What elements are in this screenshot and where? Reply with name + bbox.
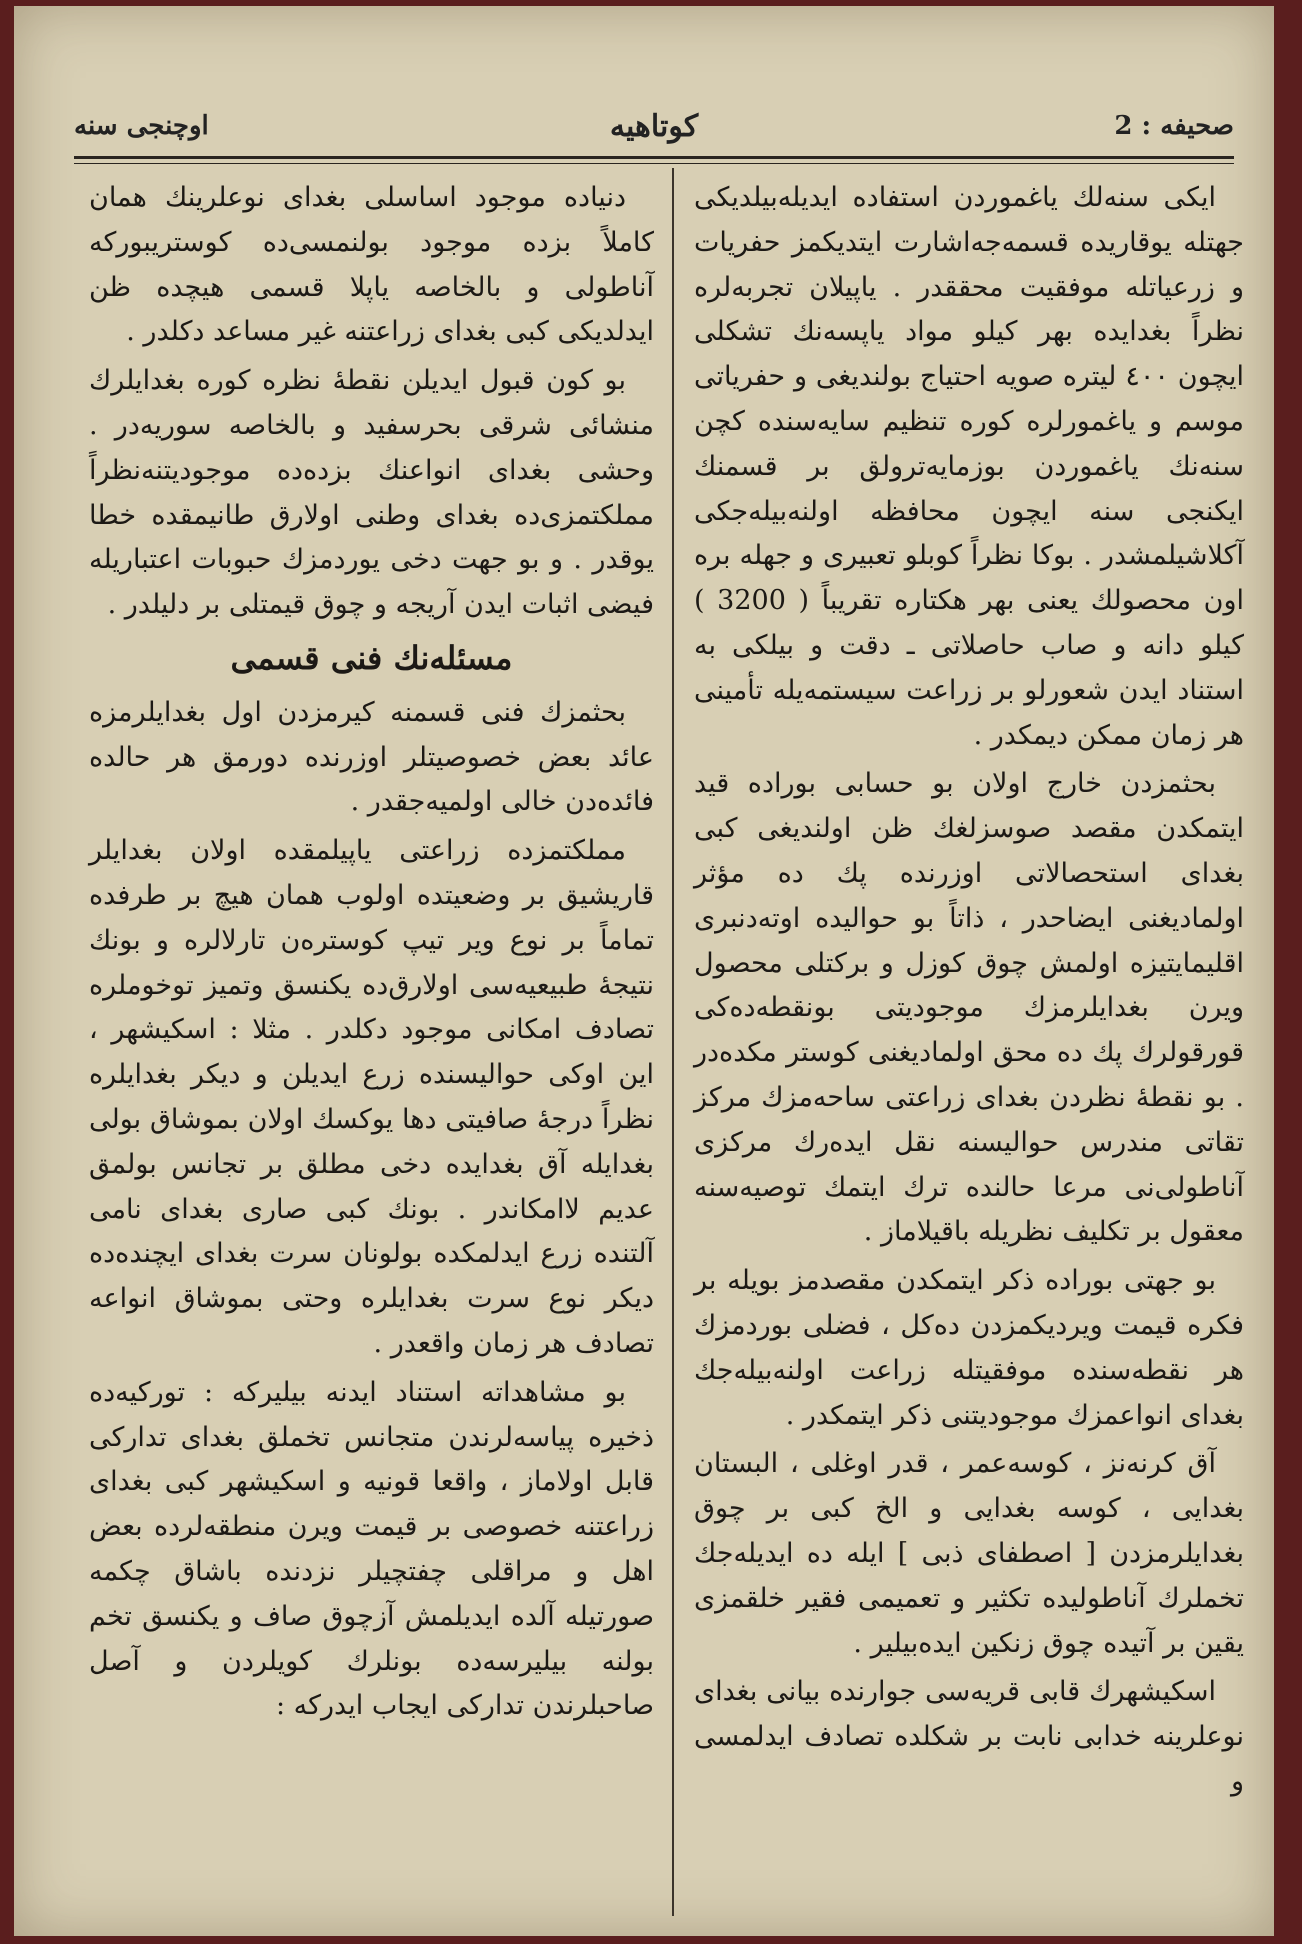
- right-column: [694, 176, 1244, 1809]
- left-column: [89, 176, 654, 1733]
- header-rule-thin: [74, 163, 1234, 164]
- page-header: [74, 96, 1234, 156]
- article-paragraph: اسكيشهرك قابی قريه‌سی جوارنده بيانی بغدای نوعلرينه خدابی نابت بر شكلده تصادف ايدلمسی و: [694, 1676, 1244, 1797]
- article-paragraph: بو جهتی بوراده ذكر ايتمكدن مقصدمز بويله بر فكره قيمت ويرديكمزدن ده‌كل ، فضلی بوردمزك هر نقطه‌سنده موفقيتله زراعت اولنه‌بيله‌جك بغدای انواعمزك موجوديتنی ذكر ايتمكدر .: [694, 1265, 1244, 1431]
- page-number: صحيفه : 2: [1114, 111, 1234, 141]
- column-divider: [672, 168, 674, 1916]
- article-paragraph: بو مشاهداته استناد ايدنه بيليركه : توركيه‌ده ذخيره پياسه‌لرندن متجانس تخملق بغدای تداركی قابل اولاماز ، واقعا قونيه و اسكيشهر كبی بغدای زراعتنه خصوصی بر قيمت ويرن منطقه‌لرده بعض اهل و مراقلی چفتچيلر نزدنده باشاق چكمه صورتيله آلده ايديلمش آزچوق صاف و يكنسق تخم بولنه بيليرسه‌ده بونلرك كويلردن و آصل صاحبلرندن تداركی ايجاب ايدركه :: [89, 1376, 654, 1722]
- article-paragraph: بحثمزدن خارج اولان بو حسابی بوراده قيد ايتمكدن مقصد صوسزلغك ظن اولنديغی كبی بغدای استحصالاتی اوزرنده پك ده مؤثر اولماديغنی ايضاحدر ، ذاتاً بو حواليده اوته‌دنبری اقليمايتيزه اولمش چوق كوزل و بركتلی محصول ويرن بغدايلرمزك موجوديتی بونقطه‌ده‌كی قورقولرك پك ده محق اولماديغنی كوستر مكده‌در . بو نقطهٔ نظردن بغدای زراعتی ساحه‌مزك مركز تقاتی مندرس حواليسنه نقل ايده‌رك مركزی آناطولی‌نی مرعا حالنده ترك ايتمك توصيه‌سنه معقول بر تكليف نظريله باقيلاماز .: [694, 768, 1244, 1248]
- section-heading: مسئله‌نك فنی قسمی: [230, 638, 513, 677]
- newspaper-page: [14, 6, 1274, 1936]
- volume-label: اوچنجی سنه: [74, 111, 209, 141]
- article-paragraph: مملكتمزده زراعتی ياپيلمقده اولان بغدايلر قاريشيق بر وضعيتده اولوب همان هيچ بر طرفده تماماً بر نوع وير تيپ كوستره‌ن تارلالره و بونك نتيجهٔ طبيعيه‌سی اولارق‌ده يكنسق وتميز توخوملره تصادف امكانی موجود دكلدر . مثلا : اسكيشهر ، اين اوكی حواليسنده زرع ايديلن و ديكر بغدايلره نظراً درجهٔ صافيتی دها يوكسك اولان بموشاق بولی بغدايله آق بغدايده دخی مطلق بر تجانس بولمق عديم لاامكاندر . بونك كبی صاری بغدای نامی آلتنده زرع ايدلمكده بولونان سرت بغدای ايچنده‌ده ديكر نوع سرت بغدايلره وحتی بموشاق انواعه تصادف هر زمان واقعدر .: [89, 835, 654, 1359]
- header-rule-thick: [74, 156, 1234, 159]
- newspaper-title: كوتاهيه: [609, 108, 699, 144]
- article-paragraph: دنياده موجود اساسلی بغدای نوعلرينك همان كاملاً بزده موجود بولنمسی‌ده كوستريبوركه آناطولی و بالخاصه ياپلا قسمی هيچده ظن ايدلديكی كبی بغدای زراعتنه غير مساعد دكلدر .: [89, 182, 654, 348]
- article-paragraph: بحثمزك فنی قسمنه كيرمزدن اول بغدايلرمزه عائد بعض خصوصيتلر اوزرنده دورمق هر حالده فائده‌دن خالی اولميه‌جقدر .: [89, 696, 654, 818]
- article-paragraph: آق كرنه‌نز ، كوسه‌عمر ، قدر اوغلی ، البستان بغدايی ، كوسه بغدايی و الخ كبی بر چوق بغدايلرمزدن [ اصطفای ذبی ] ايله ده ايديله‌جك تخملرك آناطولیده تكثير و تعميمی فقير خلقمزی يقين بر آتيده چوق زنكين ايده‌بيلير .: [694, 1448, 1244, 1659]
- article-paragraph: بو كون قبول ايديلن نقطهٔ نظره كوره بغدايلرك منشائی شرقی بحرسفيد و بالخاصه سوريه‌در . وحشی بغدای انواعنك بزده‌ده موجوديتنه‌نظراً مملكتمزی‌ده بغدای وطنی اولارق طانيمقده خطا يوقدر . و بو جهت دخی يوردمزك حبوبات اعتباريله فيضی اثبات ايدن آريجه و چوق قيمتلی بر دليلدر .: [89, 365, 654, 621]
- article-paragraph: ايكی سنه‌لك ياغموردن استفاده ايديله‌بيلديكی جهتله يوقاريده قسمه‌جه‌اشارت ايتديكمز حفريات و زرعياتله موفقيت محققدر . ياپيلان تجربه‌لره نظراً بغدايده بهر كيلو مواد ياپسه‌نك تشكلی ايچون ٤٠٠ ليتره صويه احتياج بولنديغی و حفرياتی موسم و ياغمورلره كوره تنظيم سايه‌سنده كچن سنه‌نك ياغموردن بوزمايه‌ترولق بر قسمنك ايكنجی سنه ايچون محافظه اولنه‌بيله‌جكی آكلاشيلمشدر . بوكا نظراً كوبلو تعبيری و جهله بره اون محصولك يعنی بهر هكتاره تقريباً ( 3200 ) كيلو دانه و صاب حاصلاتی ـ دقت و بيلكی به استناد ايدن شعورلو بر زراعت سيستمه‌يله تأمينی هر زمان ممكن ديمكدر .: [694, 182, 1244, 751]
